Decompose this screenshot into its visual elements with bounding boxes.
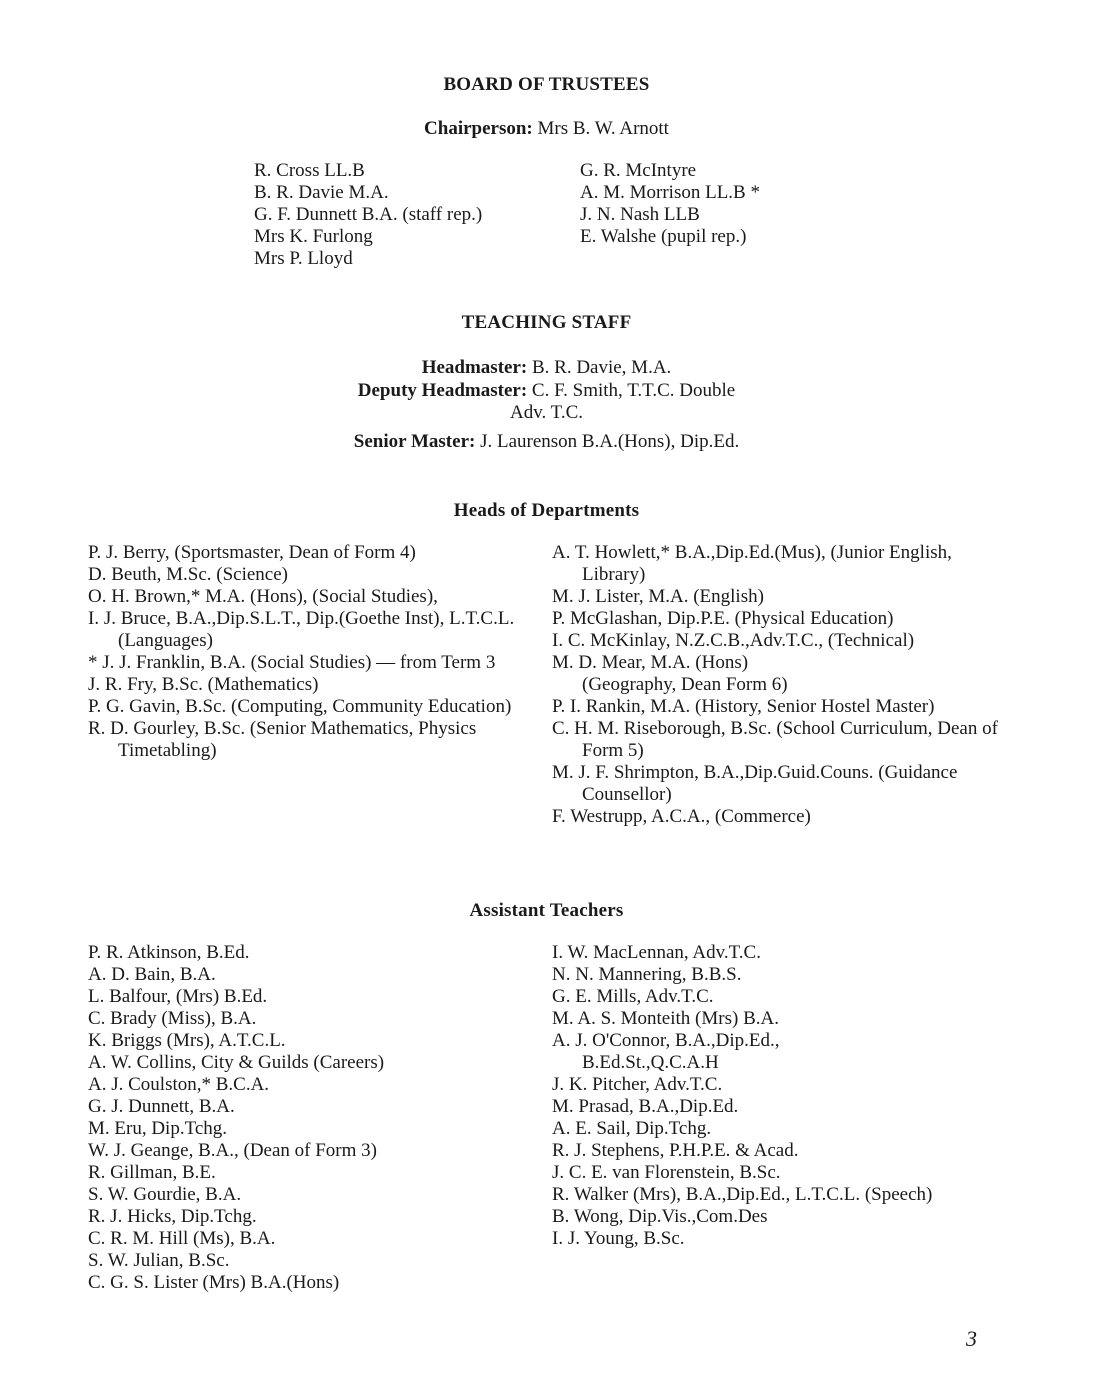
assistant-entry: I. J. Young, B.Sc. — [552, 1228, 685, 1249]
chairperson-line — [0, 118, 1093, 140]
hod-entry: M. J. Lister, M.A. (English) — [552, 586, 764, 607]
chairperson-label: Chairperson: — [424, 118, 533, 139]
headmaster-line — [0, 357, 1093, 379]
hod-entry: * J. J. Franklin, B.A. (Social Studies) — from Term 3 — [88, 652, 496, 673]
hod-entry: I. C. McKinlay, N.Z.C.B.,Adv.T.C., (Technical) — [552, 630, 915, 651]
board-member: Mrs P. Lloyd — [254, 248, 353, 269]
senior-master-label: Senior Master: — [353, 431, 476, 452]
headmaster-name: B. R. Davie, M.A. — [531, 357, 672, 378]
assistant-entry: A. J. O'Connor, B.A.,Dip.Ed., B.Ed.St.,Q.C.A.H — [552, 1030, 780, 1073]
assistant-entry: A. D. Bain, B.A. — [88, 964, 216, 985]
assistant-teachers-title: Assistant Teachers — [469, 900, 624, 921]
board-member: A. M. Morrison LL.B * — [580, 182, 760, 203]
assistant-entry: M. Eru, Dip.Tchg. — [88, 1118, 228, 1139]
hod-entry: C. H. M. Riseborough, B.Sc. (School Curriculum, Dean of Form 5) — [552, 718, 998, 761]
assistant-entry: N. N. Mannering, B.B.S. — [552, 964, 742, 985]
hod-entry: P. J. Berry, (Sportsmaster, Dean of Form 4) — [88, 542, 416, 563]
deputy-headmaster-cont: Adv. T.C. — [509, 402, 583, 423]
assistant-entry: S. W. Gourdie, B.A. — [88, 1184, 242, 1205]
assistant-entry: J. C. E. van Florenstein, B.Sc. — [552, 1162, 781, 1183]
hod-entry: A. T. Howlett,* B.A.,Dip.Ed.(Mus), (Junior English, Library) — [552, 542, 952, 585]
deputy-headmaster-label: Deputy Headmaster: — [357, 380, 528, 401]
board-members-right — [580, 160, 760, 248]
board-member: Mrs K. Furlong — [254, 226, 373, 247]
senior-master-line — [0, 431, 1093, 453]
assistant-entry: C. R. M. Hill (Ms), B.A. — [88, 1228, 276, 1249]
heads-of-departments-title: Heads of Departments — [453, 500, 640, 521]
chairperson-name: Mrs B. W. Arnott — [537, 118, 669, 139]
assistant-entry: S. W. Julian, B.Sc. — [88, 1250, 230, 1271]
assistant-entry: C. Brady (Miss), B.A. — [88, 1008, 257, 1029]
teaching-staff-title: TEACHING STAFF — [461, 312, 632, 333]
assistant-entry: M. Prasad, B.A.,Dip.Ed. — [552, 1096, 739, 1117]
deputy-headmaster-line — [0, 380, 1093, 402]
assistant-entry: L. Balfour, (Mrs) B.Ed. — [88, 986, 268, 1007]
assistant-list-left — [88, 942, 518, 1294]
assistant-entry: P. R. Atkinson, B.Ed. — [88, 942, 250, 963]
assistant-entry: R. J. Hicks, Dip.Tchg. — [88, 1206, 257, 1227]
assistant-entry: R. Walker (Mrs), B.A.,Dip.Ed., L.T.C.L. (Speech) — [552, 1184, 933, 1205]
assistant-entry: A. W. Collins, City & Guilds (Careers) — [88, 1052, 385, 1073]
board-member: G. F. Dunnett B.A. (staff rep.) — [254, 204, 483, 225]
hod-entry: P. I. Rankin, M.A. (History, Senior Hostel Master) — [552, 696, 935, 717]
assistant-entry: W. J. Geange, B.A., (Dean of Form 3) — [88, 1140, 377, 1161]
deputy-headmaster-name: C. F. Smith, T.T.C. Double — [531, 380, 736, 401]
board-members-left — [254, 160, 482, 270]
hod-list-right — [552, 542, 1002, 828]
senior-master-name: J. Laurenson B.A.(Hons), Dip.Ed. — [480, 431, 740, 452]
assistant-entry: R. Gillman, B.E. — [88, 1162, 216, 1183]
hod-entry: M. D. Mear, M.A. (Hons) (Geography, Dean Form 6) — [552, 652, 788, 695]
board-member: E. Walshe (pupil rep.) — [580, 226, 747, 247]
assistant-entry: A. E. Sail, Dip.Tchg. — [552, 1118, 712, 1139]
assistant-entry: A. J. Coulston,* B.C.A. — [88, 1074, 270, 1095]
assistant-entry: C. G. S. Lister (Mrs) B.A.(Hons) — [88, 1272, 340, 1293]
assistant-entry: G. E. Mills, Adv.T.C. — [552, 986, 714, 1007]
hod-entry: J. R. Fry, B.Sc. (Mathematics) — [88, 674, 319, 695]
hod-entry: O. H. Brown,* M.A. (Hons), (Social Studies), — [88, 586, 438, 607]
assistant-entry: I. W. MacLennan, Adv.T.C. — [552, 942, 761, 963]
hod-list-left — [88, 542, 518, 762]
headmaster-label: Headmaster: — [421, 357, 528, 378]
assistant-entry: K. Briggs (Mrs), A.T.C.L. — [88, 1030, 286, 1051]
board-member: G. R. McIntyre — [580, 160, 697, 181]
page-number: 3 — [966, 1326, 977, 1351]
hod-entry: R. D. Gourley, B.Sc. (Senior Mathematics, Physics Timetabling) — [88, 718, 477, 761]
assistant-entry: B. Wong, Dip.Vis.,Com.Des — [552, 1206, 768, 1227]
hod-entry: P. McGlashan, Dip.P.E. (Physical Education) — [552, 608, 894, 629]
board-title: BOARD OF TRUSTEES — [443, 74, 650, 95]
hod-entry: D. Beuth, M.Sc. (Science) — [88, 564, 288, 585]
assistant-entry: R. J. Stephens, P.H.P.E. & Acad. — [552, 1140, 799, 1161]
assistant-entry: J. K. Pitcher, Adv.T.C. — [552, 1074, 723, 1095]
hod-entry: M. J. F. Shrimpton, B.A.,Dip.Guid.Couns. (Guidance Counsellor) — [552, 762, 958, 805]
board-member: J. N. Nash LLB — [580, 204, 700, 225]
assistant-entry: G. J. Dunnett, B.A. — [88, 1096, 235, 1117]
hod-entry: I. J. Bruce, B.A.,Dip.S.L.T., Dip.(Goethe Inst), L.T.C.L.(Languages) — [88, 608, 515, 651]
board-member: R. Cross LL.B — [254, 160, 365, 181]
assistant-list-right — [552, 942, 1002, 1250]
hod-entry: F. Westrupp, A.C.A., (Commerce) — [552, 806, 811, 827]
board-member: B. R. Davie M.A. — [254, 182, 389, 203]
hod-entry: P. G. Gavin, B.Sc. (Computing, Community Education) — [88, 696, 512, 717]
assistant-entry: M. A. S. Monteith (Mrs) B.A. — [552, 1008, 779, 1029]
